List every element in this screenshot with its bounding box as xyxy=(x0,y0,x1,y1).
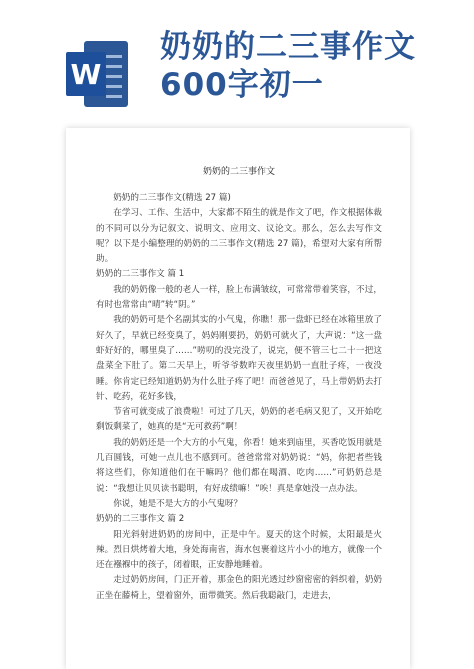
page-title xyxy=(160,28,460,104)
intro-paragraph: 在学习、工作、生活中，大家都不陌生的就是作文了吧，作文根据体裁的不同可以分为记叙文、说明文、应用文、议论文。那么，怎么去写作文呢？以下是小编整理的奶奶的二三事作文(精选 27 篇)，希望对大家有所帮助。 xyxy=(96,208,382,265)
word-document-icon xyxy=(66,41,128,107)
paragraph: 阳光斜射进奶奶的房间中，正是中午。夏天的这个时候，太阳最是火辣。烈日烘烤着大地，身处海南省，海水包裹着这片小小的地方，就像一个还在襁褓中的孩子，闭着眼，正安静地睡着。 xyxy=(96,529,382,571)
word-icon-letter: W xyxy=(66,52,106,96)
header-banner xyxy=(0,0,474,128)
document-subtitle: 奶奶的二三事作文(精选 27 篇) xyxy=(113,193,231,203)
document-title: 奶奶的二三事作文 xyxy=(202,167,275,177)
paragraph: 节省可就变成了浪费啦！可过了几天，奶奶的老毛病又犯了，又开始吃剩饭剩菜了，她真的是“无可救药”啊！ xyxy=(96,407,382,433)
section-heading-2: 奶奶的二三事作文 篇 2 xyxy=(96,514,185,525)
paragraph: 我的奶奶还是一个大方的小气鬼，你看！她来到庙里，买香吃饭用就是几百圆钱，可她一点儿也不感到可。爸爸常常对奶奶说：“妈，你把者些钱将这些们，你知道他们在干嘛吗？他们都在喝酒、吃肉……”可奶奶总是说：“我想让贝贝读书聪明，有好成绩嘛！”唉！真是拿她没一点办法。 xyxy=(96,437,382,494)
paragraph: 你说，她是不是大方的小气鬼呀？ xyxy=(113,498,243,509)
page-title-line1: 奶奶的二三事作文 xyxy=(160,29,416,65)
page-title-line2: 600字初一 xyxy=(160,67,324,103)
paragraph: 走过奶奶房间，门正开着，那金色的阳光透过纱窗密密的斜织着，奶奶正坐在藤椅上，望着窗外，面带微笑。然后我聪敲门，走进去， xyxy=(96,575,382,601)
document-preview xyxy=(66,128,410,669)
section-heading-1: 奶奶的二三事作文 篇 1 xyxy=(96,269,185,280)
document-body xyxy=(96,164,382,604)
paragraph: 我的奶奶可是个名副其实的小气鬼，你瞧！那一盘虾已经在冰箱里放了好久了，早就已经变臭了，妈妈刚要扔，奶奶可就火了，大声说：“这一盘虾好好的，哪里臭了……”唠叨的没完没了，说完，便不管三七二十一把这盘菜全下肚了。第二天早上，听爷爷数昨天夜里奶奶一直肚子疼，一夜没睡。你肯定已经知道奶奶为什么肚子疼了吧！而爸爸见了，马上带奶奶去打针、吃药，花好多钱， xyxy=(96,315,382,402)
paragraph: 我的奶奶像一般的老人一样，脸上布满皱纹，可常常带着笑容，不过，有时也常常由“晴”转“阴。” xyxy=(96,284,382,311)
